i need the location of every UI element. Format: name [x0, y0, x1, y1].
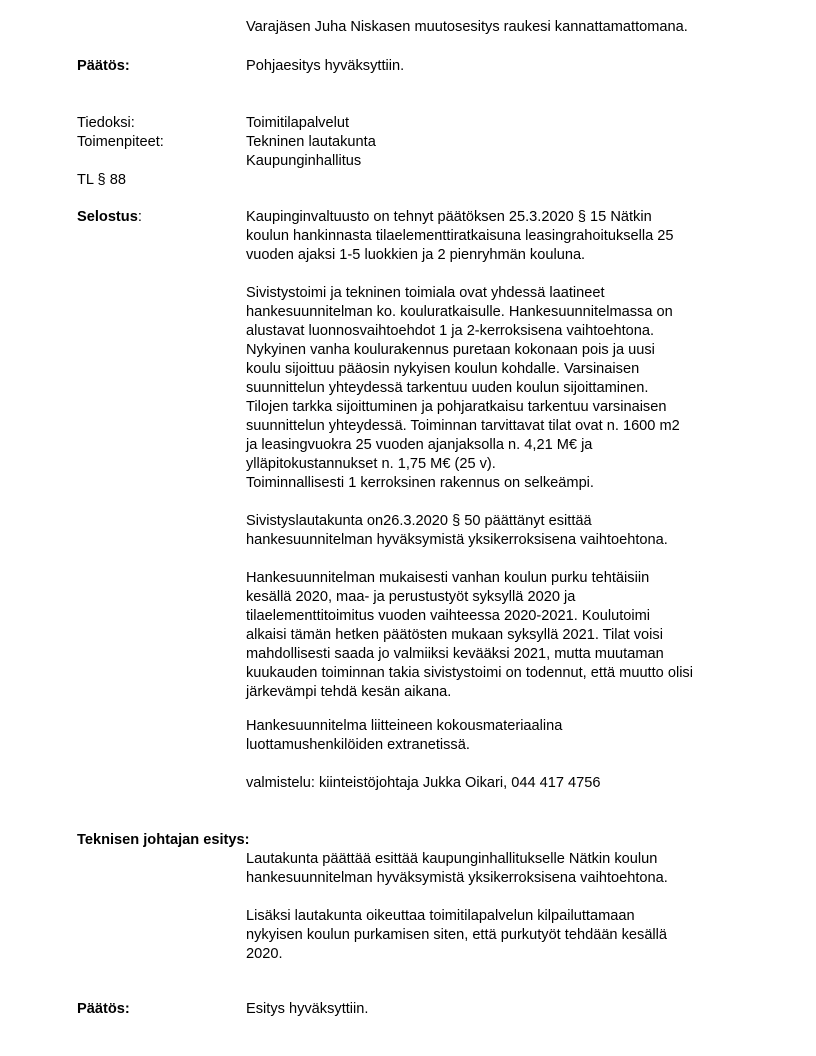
decision-label: Päätös:	[77, 1001, 130, 1017]
proposal-line: hankesuunnitelman hyväksymistä yksikerroksisena vaihtoehtona.	[246, 870, 668, 886]
selostus-line: Sivistyslautakunta on26.3.2020 § 50 päättänyt esittää	[246, 513, 592, 529]
selostus-line: Toiminnallisesti 1 kerroksinen rakennus on selkeämpi.	[246, 475, 594, 491]
decision-label: Päätös:	[77, 58, 130, 74]
selostus-line: kesällä 2020, maa- ja perustustyöt syksyllä 2020 ja	[246, 589, 576, 605]
proposal-line: 2020.	[246, 946, 283, 962]
selostus-line: Nykyinen vanha koulurakennus puretaan kokonaan pois ja uusi	[246, 342, 655, 358]
tiedoksi-value: Toimitilapalvelut	[246, 115, 350, 131]
proposal-line: Lisäksi lautakunta oikeuttaa toimitilapalvelun kilpailuttamaan	[246, 908, 635, 924]
selostus-line: Tilojen tarkka sijoittuminen ja pohjaratkaisu tarkentuu varsinaisen	[246, 399, 667, 415]
selostus-line: suunnittelun yhteydessä. Toiminnan tarvittavat tilat ovat n. 1600 m2	[246, 418, 680, 434]
decision-text: Pohjaesitys hyväksyttiin.	[246, 58, 405, 74]
selostus-line: Hankesuunnitelman mukaisesti vanhan koulun purku tehtäisiin	[246, 570, 650, 586]
selostus-label-text: Selostus	[77, 209, 138, 225]
selostus-line: hankesuunnitelman ko. kouluratkaisulle. Hankesuunnitelmassa on	[246, 304, 673, 320]
toimenpiteet-value: Kaupunginhallitus	[246, 153, 362, 169]
selostus-line: Sivistystoimi ja tekninen toimiala ovat yhdessä laatineet	[246, 285, 605, 301]
toimenpiteet-label: Toimenpiteet:	[77, 134, 164, 150]
intro-line: Varajäsen Juha Niskasen muutosesitys raukesi kannattamattomana.	[246, 19, 688, 35]
toimenpiteet-value: Tekninen lautakunta	[246, 134, 376, 150]
tiedoksi-label: Tiedoksi:	[77, 115, 135, 131]
selostus-line: Hankesuunnitelma liitteineen kokousmateriaalina	[246, 718, 563, 734]
selostus-line: alkaisi tämän hetken päätösten mukaan syksyllä 2021. Tilat voisi	[246, 627, 663, 643]
selostus-line: luottamushenkilöiden extranetissä.	[246, 737, 470, 753]
selostus-line: vuoden ajaksi 1-5 luokkien ja 2 pienryhmän kouluna.	[246, 247, 586, 263]
tech-proposal-label: Teknisen johtajan esitys:	[77, 832, 250, 848]
selostus-line: järkevämpi tehdä kesän aikana.	[246, 684, 452, 700]
selostus-line: koulu sijoittuu pääosin nykyisen koulun kohdalle. Varsinaisen	[246, 361, 640, 377]
selostus-line: Kaupinginvaltuusto on tehnyt päätöksen 25.3.2020 § 15 Nätkin	[246, 209, 652, 225]
selostus-label	[77, 208, 142, 227]
selostus-line: kuukauden toiminnan takia sivistystoimi on todennut, että muutto olisi	[246, 665, 693, 681]
selostus-line: koulun hankinnasta tilaelementtiratkaisuna leasingrahoituksella 25	[246, 228, 674, 244]
selostus-line: tilaelementtitoimitus vuoden vaihteessa 2020-2021. Koulutoimi	[246, 608, 651, 624]
selostus-line: mahdollisesti saada jo valmiiksi kevääksi 2021, mutta muutaman	[246, 646, 664, 662]
selostus-label-colon: :	[137, 209, 142, 225]
section-reference: TL § 88	[77, 172, 126, 188]
preparer-line: valmistelu: kiinteistöjohtaja Jukka Oikari, 044 417 4756	[246, 775, 601, 791]
selostus-line: hankesuunnitelman hyväksymistä yksikerroksisena vaihtoehtona.	[246, 532, 668, 548]
proposal-line: Lautakunta päättää esittää kaupunginhallitukselle Nätkin koulun	[246, 851, 658, 867]
selostus-line: alustavat luonnosvaihtoehdot 1 ja 2-kerroksisena vaihtoehtona.	[246, 323, 655, 339]
proposal-line: nykyisen koulun purkamisen siten, että purkutyöt tehdään kesällä	[246, 927, 668, 943]
selostus-line: suunnittelun yhteydessä tarkentuu uuden koulun sijoittaminen.	[246, 380, 649, 396]
selostus-line: ylläpitokustannukset n. 1,75 M€ (25 v).	[246, 456, 496, 472]
decision-text: Esitys hyväksyttiin.	[246, 1001, 369, 1017]
selostus-line: ja leasingvuokra 25 vuoden ajanjaksolla n. 4,21 M€ ja	[246, 437, 593, 453]
